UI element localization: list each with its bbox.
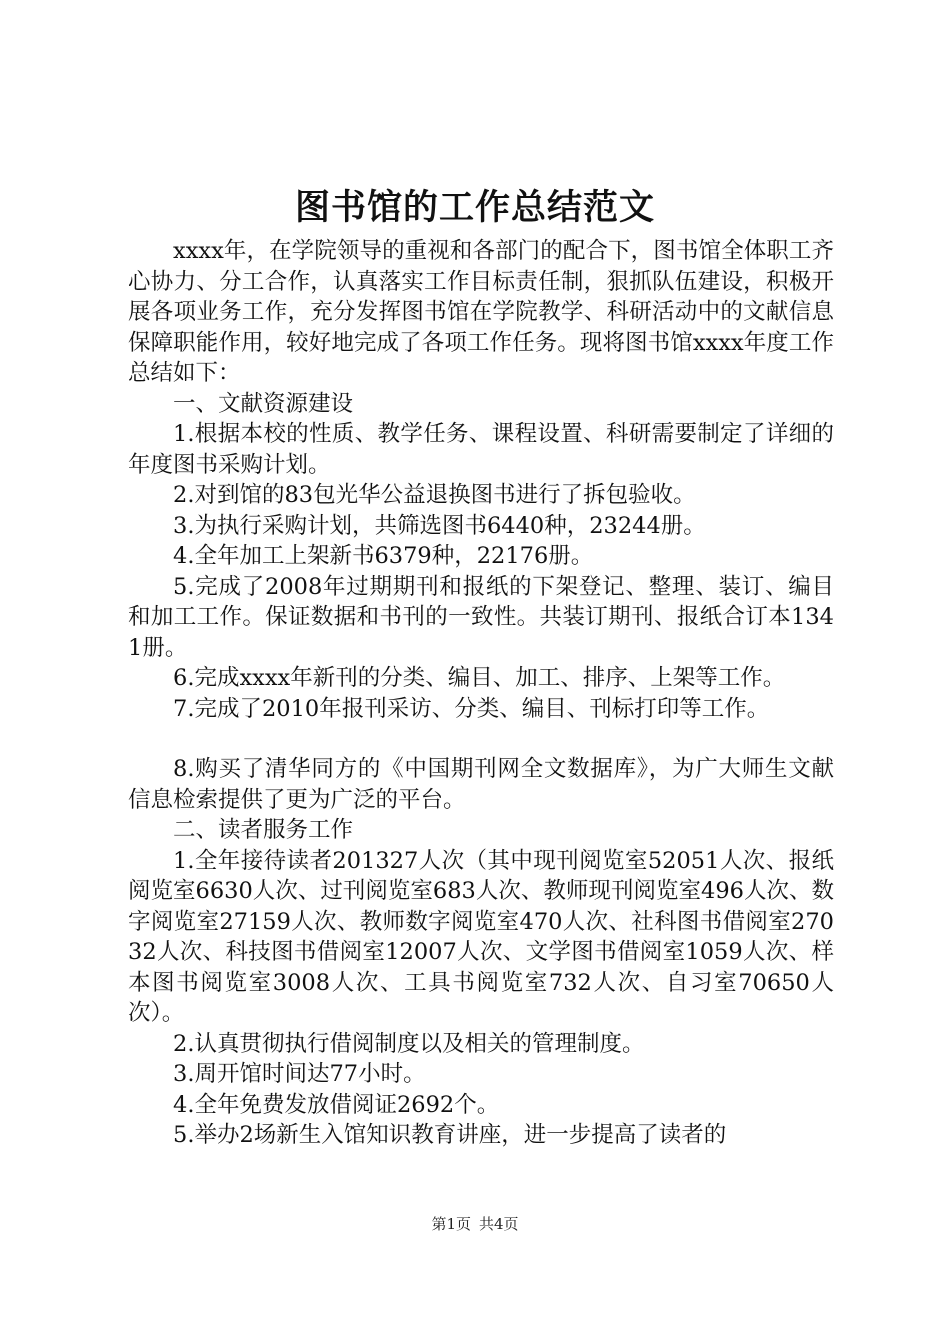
list-item: 5.完成了2008年过期期刊和报纸的下架登记、整理、装订、编目和加工工作。保证数据和书刊的一致性。共装订期刊、报纸合订本1341册。 <box>128 573 834 661</box>
list-item: 4.全年免费发放借阅证2692个。 <box>173 1091 500 1118</box>
page-total: 共4页 <box>479 1215 519 1233</box>
list-item: 3.为执行采购计划，共筛选图书6440种，23244册。 <box>173 512 706 539</box>
page-number: 第1页 <box>431 1215 471 1233</box>
section-heading: 二、读者服务工作 <box>173 817 354 843</box>
list-item: 2.认真贯彻执行借阅制度以及相关的管理制度。 <box>173 1030 645 1057</box>
intro-paragraph: xxxx年，在学院领导的重视和各部门的配合下，图书馆全体职工齐心协力、分工合作，认真落实工作目标责任制，狠抓队伍建设，积极开展各项业务工作，充分发挥图书馆在学院教学、科研活动中的文献信息保障职能作用，较好地完成了各项工作任务。现将图书馆xxxx年度工作总结如下： <box>128 238 834 386</box>
list-item: 1.全年接待读者201327人次（其中现刊阅览室52051人次、报纸阅览室6630人次、过刊阅览室683人次、教师现刊阅览室496人次、数字阅览室27159人次、教师数字阅览室470人次、社科图书借阅室27032人次、科技图书借阅室12007人次、文学图书借阅室1059人次、样本图书阅览室3008人次、工具书阅览室732人次、自习室70650人次）。 <box>128 847 834 1026</box>
list-item: 7.完成了2010年报刊采访、分类、编目、刊标打印等工作。 <box>173 695 770 722</box>
list-item: 6.完成xxxx年新刊的分类、编目、加工、排序、上架等工作。 <box>173 665 786 691</box>
list-item: 3.周开馆时间达77小时。 <box>173 1061 426 1087</box>
document-body <box>128 236 834 1151</box>
document-title: 图书馆的工作总结范文 <box>294 187 655 228</box>
page-footer <box>0 1214 950 1234</box>
section-heading: 一、文献资源建设 <box>173 390 354 417</box>
list-item: 8.购买了清华同方的《中国期刊网全文数据库》，为广大师生文献信息检索提供了更为广泛的平台。 <box>128 756 834 813</box>
list-item: 4.全年加工上架新书6379种，22176册。 <box>173 543 594 569</box>
list-item: 2.对到馆的83包光华公益退换图书进行了拆包验收。 <box>173 482 696 508</box>
list-item: 1.根据本校的性质、教学任务、课程设置、科研需要制定了详细的年度图书采购计划。 <box>128 421 834 478</box>
list-item: 5.举办2场新生入馆知识教育讲座，进一步提高了读者的 <box>173 1122 727 1148</box>
